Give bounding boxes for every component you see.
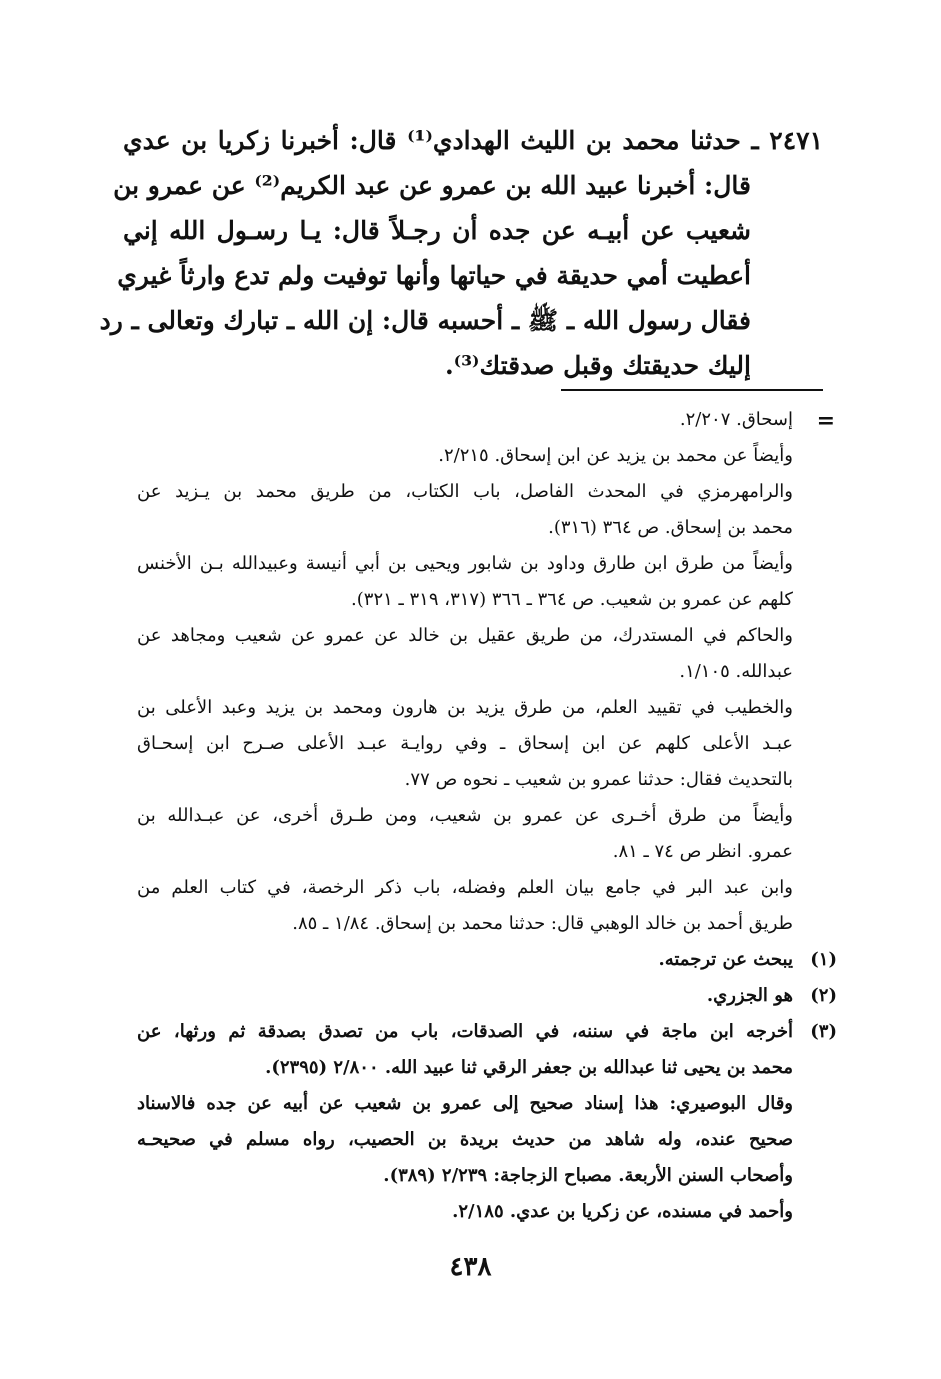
hadith-line: فقال رسول الله ـ ﷺ ـ أحسبه قال: إن الله ـ تبارك وتعالى ـ رد <box>99 306 751 335</box>
note-text: كلهم عن عمرو بن شعيب. ص ٣٦٤ ـ ٣٦٦ (٣١٧، ٣١٩ ـ ٣٢١). <box>351 589 793 610</box>
continuation-marker: = <box>816 408 835 434</box>
note-text: وأيضاً من طرق ابن طارق وداود بن شابور ويحيى بن أبي أنيسة وعبيدالله بـن الأخنس <box>137 553 793 574</box>
note-text: وابن عبد البر في جامع بيان العلم وفضله، باب ذكر الرخصة، في كتاب العلم من <box>137 877 793 898</box>
footnote-line <box>137 942 837 978</box>
note-text: وأيضاً من طرق أخـرى عن عمرو بن شعيب، ومن طـرق أخرى، عن عبـدالله بن <box>137 805 793 826</box>
footnote-line <box>137 1086 793 1122</box>
hadith-line: شعيب عن أبيـه عن جده أن رجـلاً قال: يـا رسـول الله إني <box>123 216 751 245</box>
note-text: عمرو. انظر ص ٧٤ ـ ٨١. <box>612 841 793 862</box>
note-line <box>137 582 793 618</box>
note-line <box>137 474 793 510</box>
footnote-text: محمد بن يحيى ثنا عبدالله بن جعفر الرقي ثنا عبيد الله. ٢/٨٠٠ (٢٣٩٥). <box>265 1057 793 1078</box>
footnote-line <box>137 1122 793 1158</box>
note-text: بالتحديث فقال: حدثنا عمرو بن شعيب ـ نحوه ص ٧٧. <box>404 769 793 790</box>
note-line <box>137 402 793 438</box>
footnote-separator <box>561 389 823 391</box>
footnote-text: وأحمد في مسنده، عن زكريا بن عدي. ٢/١٨٥. <box>452 1201 793 1222</box>
footnote-line <box>137 1158 793 1194</box>
note-line <box>137 834 793 870</box>
note-line <box>137 546 793 582</box>
footnote-text: هو الجزري. <box>706 985 793 1006</box>
note-text: طريق أحمد بن خالد الوهبي قال: حدثنا محمد بن إسحاق. ١/٨٤ ـ ٨٥. <box>292 913 793 934</box>
footnote-text: أخرجه ابن ماجة في سننه، في الصدقات، باب من تصدق بصدقة ثم ورثها، عن <box>137 1021 793 1042</box>
footnote-line <box>137 1050 793 1086</box>
note-line <box>137 762 793 798</box>
note-text: والخطيب في تقييد العلم، من طرق يزيد بن هارون ومحمد بن يزيد وعبد الأعلى بن <box>137 697 793 718</box>
footnote-line <box>137 1194 793 1230</box>
note-text: محمد بن إسحاق. ص ٣٦٤ (٣١٦). <box>548 517 793 538</box>
footnote-number: (٣) <box>810 1021 837 1042</box>
note-line <box>137 726 793 762</box>
hadith-line: إليك حديقتك وقبل صدقتك⁽³⁾. <box>444 351 751 380</box>
footnote-text: يبحث عن ترجمته. <box>658 949 793 970</box>
footnote-text: وقال البوصيري: هذا إسناد صحيح إلى عمرو بن شعيب عن أبيه عن جده فالاسناد <box>137 1093 793 1114</box>
footnote-number: (١) <box>810 949 837 970</box>
note-line <box>137 510 793 546</box>
hadith-block <box>99 118 823 388</box>
hadith-line: قال: أخبرنا عبيد الله بن عمرو عن عبد الكريم⁽²⁾ عن عمرو بن <box>113 171 751 200</box>
note-text: والرامهرمزي في المحدث الفاصل، باب الكتاب، من طريق محمد بن يـزيد عن <box>137 481 793 502</box>
note-text: وأيضاً عن محمد بن يزيد عن ابن إسحاق. ٢/٢١٥. <box>438 445 793 466</box>
continued-notes <box>137 402 793 942</box>
note-line <box>137 906 793 942</box>
note-text: إسحاق. ٢/٢٠٧. <box>679 409 793 430</box>
note-text: عبـد الأعلى كلهم عن ابن إسحاق ـ وفي روايـة عبـد الأعلى صـرح ابن إسحـاق <box>137 733 793 754</box>
hadith-line: أعطيت أمي حديقة في حياتها وأنها توفيت ولم تدع وارثاً غيري <box>117 261 751 290</box>
note-line <box>137 690 793 726</box>
hadith-line: ٢٤٧١ ـ حدثنا محمد بن الليث الهدادي⁽¹⁾ قال: أخبرنا زكريا بن عدي <box>123 126 823 155</box>
footnote-text: صحيح عنده، وله شاهد من حديث بريدة بن الحصيب، رواه مسلم في صحيحـه <box>137 1129 793 1150</box>
note-line <box>137 438 793 474</box>
footnote-number: (٢) <box>810 985 837 1006</box>
notes-block <box>137 402 837 1230</box>
note-line <box>137 654 793 690</box>
footnote-text: وأصحاب السنن الأربعة. مصباح الزجاجة: ٢/٢٣٩ (٣٨٩). <box>383 1165 793 1186</box>
note-line <box>137 798 793 834</box>
note-line <box>137 870 793 906</box>
note-line <box>137 618 793 654</box>
footnotes <box>137 942 837 1230</box>
footnote-line <box>137 1014 837 1050</box>
footnote-line <box>137 978 837 1014</box>
page-number: ٤٣٨ <box>449 1252 492 1282</box>
note-text: والحاكم في المستدرك، من طريق عقيل بن خالد عن عمرو عن شعيب ومجاهد عن <box>137 625 793 646</box>
note-text: عبدالله. ١/١٠٥. <box>679 661 793 682</box>
